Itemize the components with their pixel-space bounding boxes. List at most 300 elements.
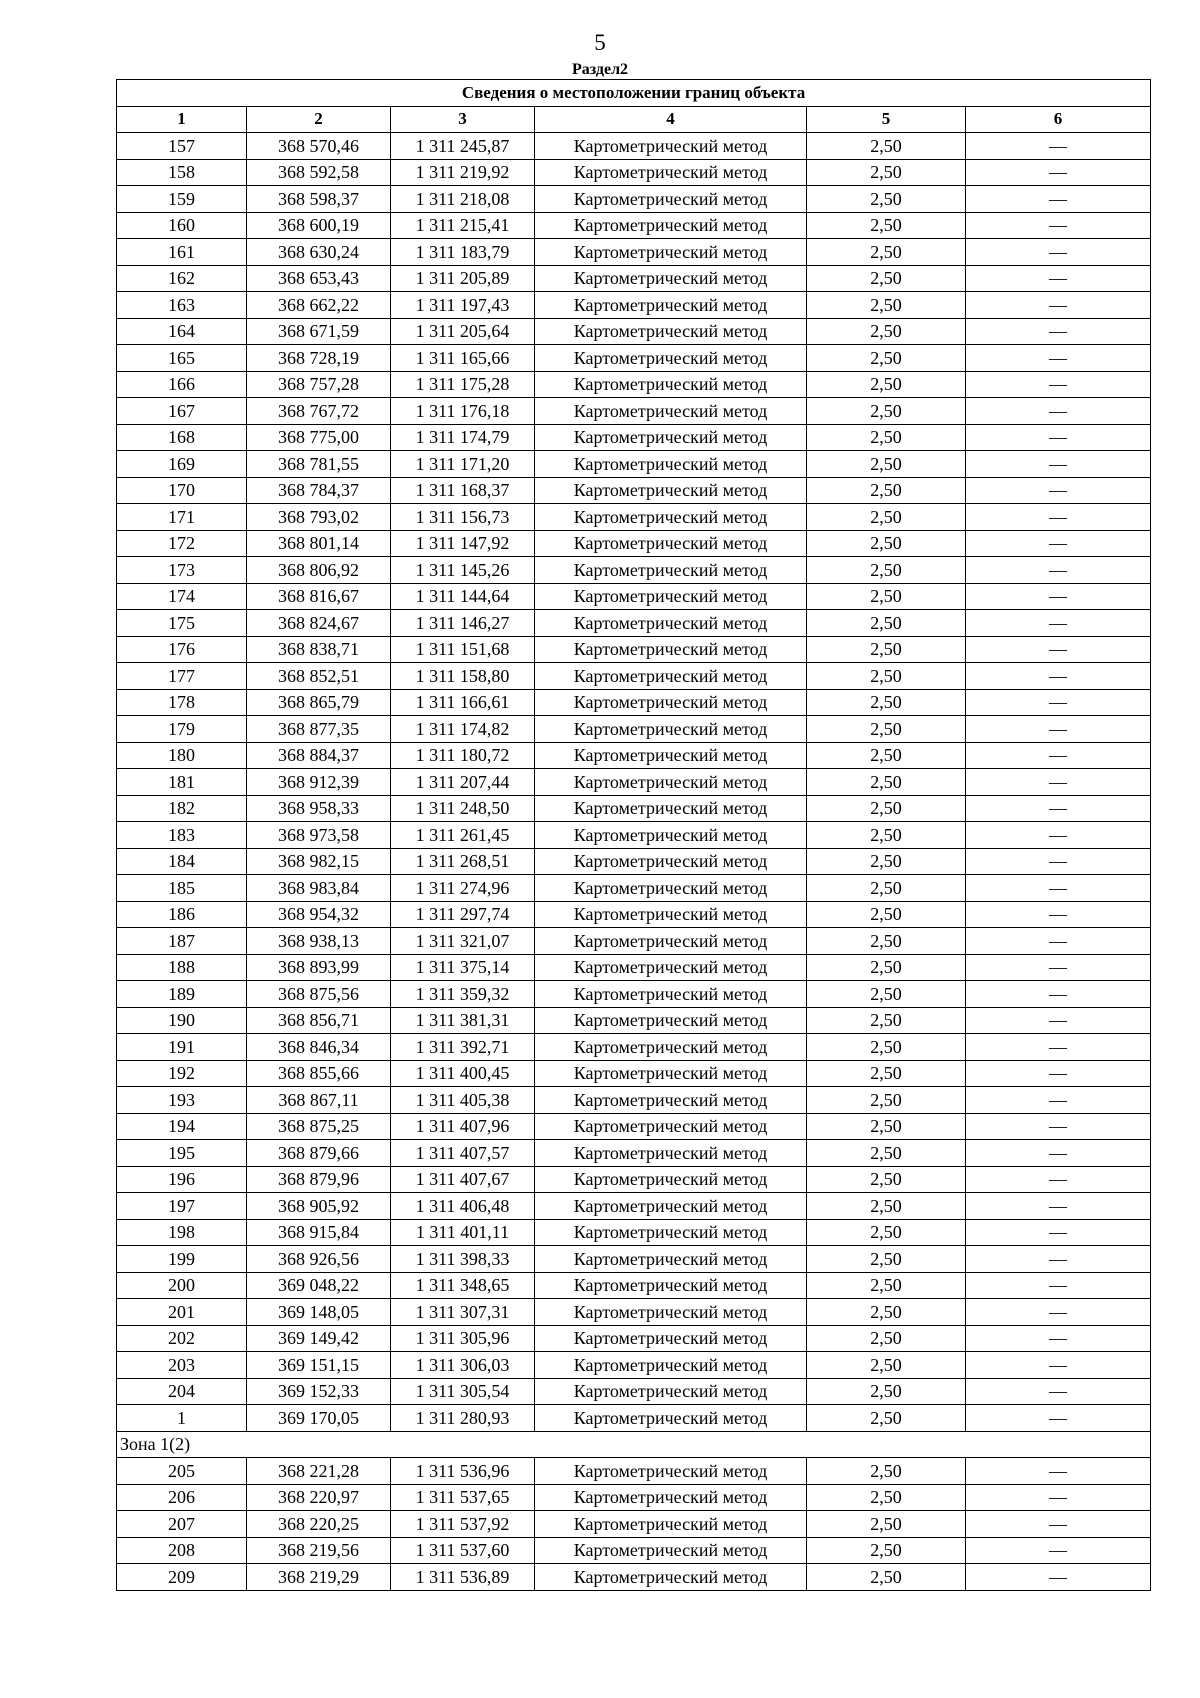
x-coordinate-cell: 368 570,46	[247, 133, 391, 160]
point-number-cell: 177	[117, 663, 247, 690]
note-cell: —	[966, 1458, 1151, 1485]
method-cell: Картометрический метод	[535, 1564, 807, 1591]
point-number-cell: 184	[117, 848, 247, 875]
x-coordinate-cell: 368 879,96	[247, 1166, 391, 1193]
method-cell: Картометрический метод	[535, 239, 807, 266]
table-caption: Сведения о местоположении границ объекта	[117, 80, 1151, 107]
point-number-cell: 167	[117, 398, 247, 425]
x-coordinate-cell: 369 149,42	[247, 1325, 391, 1352]
note-cell: —	[966, 901, 1151, 928]
method-cell: Картометрический метод	[535, 1272, 807, 1299]
x-coordinate-cell: 368 219,29	[247, 1564, 391, 1591]
boundary-coordinates-table	[116, 79, 1151, 1591]
method-cell: Картометрический метод	[535, 371, 807, 398]
table-row	[117, 875, 1151, 902]
table-row	[117, 186, 1151, 213]
x-coordinate-cell: 368 801,14	[247, 530, 391, 557]
y-coordinate-cell: 1 311 537,60	[391, 1537, 535, 1564]
point-number-cell: 189	[117, 981, 247, 1008]
y-coordinate-cell: 1 311 401,11	[391, 1219, 535, 1246]
method-cell: Картометрический метод	[535, 133, 807, 160]
method-cell: Картометрический метод	[535, 477, 807, 504]
y-coordinate-cell: 1 311 305,54	[391, 1378, 535, 1405]
method-cell: Картометрический метод	[535, 716, 807, 743]
accuracy-cell: 2,50	[807, 1299, 966, 1326]
method-cell: Картометрический метод	[535, 1325, 807, 1352]
table-row	[117, 557, 1151, 584]
x-coordinate-cell: 368 915,84	[247, 1219, 391, 1246]
accuracy-cell: 2,50	[807, 477, 966, 504]
y-coordinate-cell: 1 311 176,18	[391, 398, 535, 425]
method-cell: Картометрический метод	[535, 848, 807, 875]
x-coordinate-cell: 368 824,67	[247, 610, 391, 637]
point-number-cell: 166	[117, 371, 247, 398]
y-coordinate-cell: 1 311 381,31	[391, 1007, 535, 1034]
x-coordinate-cell: 368 816,67	[247, 583, 391, 610]
note-cell: —	[966, 928, 1151, 955]
table-row	[117, 1537, 1151, 1564]
note-cell: —	[966, 1219, 1151, 1246]
method-cell: Картометрический метод	[535, 901, 807, 928]
accuracy-cell: 2,50	[807, 928, 966, 955]
x-coordinate-cell: 369 151,15	[247, 1352, 391, 1379]
y-coordinate-cell: 1 311 219,92	[391, 159, 535, 186]
point-number-cell: 192	[117, 1060, 247, 1087]
note-cell: —	[966, 1537, 1151, 1564]
point-number-cell: 201	[117, 1299, 247, 1326]
y-coordinate-cell: 1 311 407,96	[391, 1113, 535, 1140]
accuracy-cell: 2,50	[807, 1352, 966, 1379]
table-row	[117, 292, 1151, 319]
note-cell: —	[966, 424, 1151, 451]
point-number-cell: 158	[117, 159, 247, 186]
x-coordinate-cell: 368 855,66	[247, 1060, 391, 1087]
method-cell: Картометрический метод	[535, 1405, 807, 1432]
y-coordinate-cell: 1 311 205,64	[391, 318, 535, 345]
y-coordinate-cell: 1 311 180,72	[391, 742, 535, 769]
y-coordinate-cell: 1 311 321,07	[391, 928, 535, 955]
accuracy-cell: 2,50	[807, 1378, 966, 1405]
table-row	[117, 663, 1151, 690]
y-coordinate-cell: 1 311 158,80	[391, 663, 535, 690]
x-coordinate-cell: 369 170,05	[247, 1405, 391, 1432]
table-row	[117, 133, 1151, 160]
method-cell: Картометрический метод	[535, 875, 807, 902]
accuracy-cell: 2,50	[807, 1166, 966, 1193]
point-number-cell: 185	[117, 875, 247, 902]
accuracy-cell: 2,50	[807, 1034, 966, 1061]
accuracy-cell: 2,50	[807, 901, 966, 928]
table-row	[117, 901, 1151, 928]
point-number-cell: 197	[117, 1193, 247, 1220]
accuracy-cell: 2,50	[807, 848, 966, 875]
y-coordinate-cell: 1 311 171,20	[391, 451, 535, 478]
table-row	[117, 424, 1151, 451]
point-number-cell: 1	[117, 1405, 247, 1432]
method-cell: Картометрический метод	[535, 1007, 807, 1034]
table-row	[117, 1140, 1151, 1167]
y-coordinate-cell: 1 311 168,37	[391, 477, 535, 504]
y-coordinate-cell: 1 311 218,08	[391, 186, 535, 213]
note-cell: —	[966, 636, 1151, 663]
point-number-cell: 187	[117, 928, 247, 955]
y-coordinate-cell: 1 311 156,73	[391, 504, 535, 531]
accuracy-cell: 2,50	[807, 1140, 966, 1167]
method-cell: Картометрический метод	[535, 1299, 807, 1326]
accuracy-cell: 2,50	[807, 504, 966, 531]
table-row	[117, 742, 1151, 769]
y-coordinate-cell: 1 311 407,67	[391, 1166, 535, 1193]
note-cell: —	[966, 742, 1151, 769]
y-coordinate-cell: 1 311 359,32	[391, 981, 535, 1008]
table-row	[117, 689, 1151, 716]
table-row	[117, 769, 1151, 796]
point-number-cell: 188	[117, 954, 247, 981]
method-cell: Картометрический метод	[535, 769, 807, 796]
point-number-cell: 170	[117, 477, 247, 504]
accuracy-cell: 2,50	[807, 1564, 966, 1591]
method-cell: Картометрический метод	[535, 742, 807, 769]
method-cell: Картометрический метод	[535, 1219, 807, 1246]
point-number-cell: 190	[117, 1007, 247, 1034]
table-row	[117, 1193, 1151, 1220]
note-cell: —	[966, 371, 1151, 398]
table-row	[117, 1325, 1151, 1352]
note-cell: —	[966, 1034, 1151, 1061]
method-cell: Картометрический метод	[535, 504, 807, 531]
method-cell: Картометрический метод	[535, 689, 807, 716]
x-coordinate-cell: 368 784,37	[247, 477, 391, 504]
y-coordinate-cell: 1 311 274,96	[391, 875, 535, 902]
note-cell: —	[966, 1299, 1151, 1326]
y-coordinate-cell: 1 311 537,65	[391, 1484, 535, 1511]
point-number-cell: 163	[117, 292, 247, 319]
accuracy-cell: 2,50	[807, 1458, 966, 1485]
method-cell: Картометрический метод	[535, 1034, 807, 1061]
accuracy-cell: 2,50	[807, 1060, 966, 1087]
x-coordinate-cell: 368 973,58	[247, 822, 391, 849]
note-cell: —	[966, 981, 1151, 1008]
note-cell: —	[966, 1246, 1151, 1273]
note-cell: —	[966, 1007, 1151, 1034]
page-number: 5	[594, 30, 606, 55]
x-coordinate-cell: 368 600,19	[247, 212, 391, 239]
method-cell: Картометрический метод	[535, 265, 807, 292]
x-coordinate-cell: 368 938,13	[247, 928, 391, 955]
table-row	[117, 822, 1151, 849]
x-coordinate-cell: 368 875,25	[247, 1113, 391, 1140]
note-cell: —	[966, 875, 1151, 902]
accuracy-cell: 2,50	[807, 1193, 966, 1220]
method-cell: Картометрический метод	[535, 928, 807, 955]
point-number-cell: 196	[117, 1166, 247, 1193]
note-cell: —	[966, 186, 1151, 213]
point-number-cell: 193	[117, 1087, 247, 1114]
point-number-cell: 191	[117, 1034, 247, 1061]
accuracy-cell: 2,50	[807, 1219, 966, 1246]
accuracy-cell: 2,50	[807, 398, 966, 425]
y-coordinate-cell: 1 311 280,93	[391, 1405, 535, 1432]
note-cell: —	[966, 1378, 1151, 1405]
x-coordinate-cell: 368 884,37	[247, 742, 391, 769]
x-coordinate-cell: 368 954,32	[247, 901, 391, 928]
method-cell: Картометрический метод	[535, 530, 807, 557]
table-row	[117, 1299, 1151, 1326]
x-coordinate-cell: 368 912,39	[247, 769, 391, 796]
y-coordinate-cell: 1 311 145,26	[391, 557, 535, 584]
table-row	[117, 1272, 1151, 1299]
point-number-cell: 182	[117, 795, 247, 822]
method-cell: Картометрический метод	[535, 1537, 807, 1564]
y-coordinate-cell: 1 311 197,43	[391, 292, 535, 319]
method-cell: Картометрический метод	[535, 822, 807, 849]
note-cell: —	[966, 398, 1151, 425]
x-coordinate-cell: 368 958,33	[247, 795, 391, 822]
x-coordinate-cell: 368 220,97	[247, 1484, 391, 1511]
x-coordinate-cell: 368 926,56	[247, 1246, 391, 1273]
table-row	[117, 345, 1151, 372]
x-coordinate-cell: 368 867,11	[247, 1087, 391, 1114]
table-row	[117, 1166, 1151, 1193]
note-cell: —	[966, 689, 1151, 716]
y-coordinate-cell: 1 311 305,96	[391, 1325, 535, 1352]
y-coordinate-cell: 1 311 536,89	[391, 1564, 535, 1591]
method-cell: Картометрический метод	[535, 636, 807, 663]
note-cell: —	[966, 769, 1151, 796]
method-cell: Картометрический метод	[535, 398, 807, 425]
note-cell: —	[966, 239, 1151, 266]
point-number-cell: 200	[117, 1272, 247, 1299]
y-coordinate-cell: 1 311 144,64	[391, 583, 535, 610]
point-number-cell: 207	[117, 1511, 247, 1538]
x-coordinate-cell: 368 852,51	[247, 663, 391, 690]
note-cell: —	[966, 530, 1151, 557]
accuracy-cell: 2,50	[807, 451, 966, 478]
accuracy-cell: 2,50	[807, 1007, 966, 1034]
x-coordinate-cell: 368 653,43	[247, 265, 391, 292]
table-row	[117, 239, 1151, 266]
x-coordinate-cell: 368 905,92	[247, 1193, 391, 1220]
table-row	[117, 159, 1151, 186]
note-cell: —	[966, 954, 1151, 981]
method-cell: Картометрический метод	[535, 583, 807, 610]
method-cell: Картометрический метод	[535, 663, 807, 690]
table-row	[117, 477, 1151, 504]
x-coordinate-cell: 369 148,05	[247, 1299, 391, 1326]
x-coordinate-cell: 368 221,28	[247, 1458, 391, 1485]
method-cell: Картометрический метод	[535, 1060, 807, 1087]
x-coordinate-cell: 368 781,55	[247, 451, 391, 478]
point-number-cell: 173	[117, 557, 247, 584]
point-number-cell: 181	[117, 769, 247, 796]
y-coordinate-cell: 1 311 536,96	[391, 1458, 535, 1485]
table-row	[117, 1405, 1151, 1432]
point-number-cell: 165	[117, 345, 247, 372]
note-cell: —	[966, 1405, 1151, 1432]
table-row	[117, 1246, 1151, 1273]
y-coordinate-cell: 1 311 405,38	[391, 1087, 535, 1114]
note-cell: —	[966, 345, 1151, 372]
note-cell: —	[966, 212, 1151, 239]
table-row	[117, 1087, 1151, 1114]
note-cell: —	[966, 1484, 1151, 1511]
y-coordinate-cell: 1 311 406,48	[391, 1193, 535, 1220]
method-cell: Картометрический метод	[535, 1193, 807, 1220]
table-row	[117, 1564, 1151, 1591]
x-coordinate-cell: 369 152,33	[247, 1378, 391, 1405]
table-row	[117, 1511, 1151, 1538]
y-coordinate-cell: 1 311 297,74	[391, 901, 535, 928]
note-cell: —	[966, 716, 1151, 743]
x-coordinate-cell: 368 983,84	[247, 875, 391, 902]
accuracy-cell: 2,50	[807, 345, 966, 372]
method-cell: Картометрический метод	[535, 1113, 807, 1140]
table-row	[117, 848, 1151, 875]
table-row	[117, 398, 1151, 425]
point-number-cell: 183	[117, 822, 247, 849]
y-coordinate-cell: 1 311 248,50	[391, 795, 535, 822]
note-cell: —	[966, 1352, 1151, 1379]
point-number-cell: 180	[117, 742, 247, 769]
x-coordinate-cell: 369 048,22	[247, 1272, 391, 1299]
table-body	[117, 133, 1151, 1591]
x-coordinate-cell: 368 767,72	[247, 398, 391, 425]
note-cell: —	[966, 1325, 1151, 1352]
x-coordinate-cell: 368 598,37	[247, 186, 391, 213]
y-coordinate-cell: 1 311 174,79	[391, 424, 535, 451]
point-number-cell: 161	[117, 239, 247, 266]
column-number: 1	[117, 106, 247, 133]
accuracy-cell: 2,50	[807, 769, 966, 796]
accuracy-cell: 2,50	[807, 265, 966, 292]
note-cell: —	[966, 1166, 1151, 1193]
table-row	[117, 530, 1151, 557]
method-cell: Картометрический метод	[535, 159, 807, 186]
accuracy-cell: 2,50	[807, 1405, 966, 1432]
accuracy-cell: 2,50	[807, 371, 966, 398]
table-row	[117, 318, 1151, 345]
accuracy-cell: 2,50	[807, 663, 966, 690]
point-number-cell: 176	[117, 636, 247, 663]
method-cell: Картометрический метод	[535, 424, 807, 451]
point-number-cell: 164	[117, 318, 247, 345]
zone-row	[117, 1431, 1151, 1458]
table-row	[117, 583, 1151, 610]
table-row	[117, 954, 1151, 981]
accuracy-cell: 2,50	[807, 1484, 966, 1511]
section-title: Раздел2	[571, 61, 629, 78]
table-row	[117, 451, 1151, 478]
accuracy-cell: 2,50	[807, 689, 966, 716]
zone-label: Зона 1(2)	[117, 1431, 1151, 1458]
method-cell: Картометрический метод	[535, 1484, 807, 1511]
point-number-cell: 202	[117, 1325, 247, 1352]
accuracy-cell: 2,50	[807, 557, 966, 584]
table-row	[117, 928, 1151, 955]
y-coordinate-cell: 1 311 306,03	[391, 1352, 535, 1379]
point-number-cell: 205	[117, 1458, 247, 1485]
point-number-cell: 174	[117, 583, 247, 610]
point-number-cell: 162	[117, 265, 247, 292]
note-cell: —	[966, 663, 1151, 690]
note-cell: —	[966, 159, 1151, 186]
x-coordinate-cell: 368 865,79	[247, 689, 391, 716]
table-row	[117, 610, 1151, 637]
point-number-cell: 199	[117, 1246, 247, 1273]
method-cell: Картометрический метод	[535, 954, 807, 981]
note-cell: —	[966, 557, 1151, 584]
x-coordinate-cell: 368 856,71	[247, 1007, 391, 1034]
y-coordinate-cell: 1 311 183,79	[391, 239, 535, 266]
method-cell: Картометрический метод	[535, 186, 807, 213]
point-number-cell: 209	[117, 1564, 247, 1591]
table-row	[117, 1113, 1151, 1140]
method-cell: Картометрический метод	[535, 981, 807, 1008]
accuracy-cell: 2,50	[807, 610, 966, 637]
method-cell: Картометрический метод	[535, 451, 807, 478]
note-cell: —	[966, 1511, 1151, 1538]
accuracy-cell: 2,50	[807, 1272, 966, 1299]
table-row	[117, 1034, 1151, 1061]
x-coordinate-cell: 368 838,71	[247, 636, 391, 663]
accuracy-cell: 2,50	[807, 186, 966, 213]
note-cell: —	[966, 1193, 1151, 1220]
accuracy-cell: 2,50	[807, 716, 966, 743]
x-coordinate-cell: 368 806,92	[247, 557, 391, 584]
x-coordinate-cell: 368 630,24	[247, 239, 391, 266]
accuracy-cell: 2,50	[807, 239, 966, 266]
method-cell: Картометрический метод	[535, 1166, 807, 1193]
note-cell: —	[966, 318, 1151, 345]
x-coordinate-cell: 368 982,15	[247, 848, 391, 875]
method-cell: Картометрический метод	[535, 292, 807, 319]
method-cell: Картометрический метод	[535, 1087, 807, 1114]
y-coordinate-cell: 1 311 174,82	[391, 716, 535, 743]
table-row	[117, 1219, 1151, 1246]
note-cell: —	[966, 1564, 1151, 1591]
table-row	[117, 1484, 1151, 1511]
y-coordinate-cell: 1 311 537,92	[391, 1511, 535, 1538]
method-cell: Картометрический метод	[535, 1458, 807, 1485]
y-coordinate-cell: 1 311 147,92	[391, 530, 535, 557]
table-row	[117, 795, 1151, 822]
point-number-cell: 194	[117, 1113, 247, 1140]
x-coordinate-cell: 368 671,59	[247, 318, 391, 345]
x-coordinate-cell: 368 219,56	[247, 1537, 391, 1564]
point-number-cell: 171	[117, 504, 247, 531]
note-cell: —	[966, 1113, 1151, 1140]
y-coordinate-cell: 1 311 165,66	[391, 345, 535, 372]
x-coordinate-cell: 368 775,00	[247, 424, 391, 451]
accuracy-cell: 2,50	[807, 742, 966, 769]
note-cell: —	[966, 292, 1151, 319]
point-number-cell: 179	[117, 716, 247, 743]
y-coordinate-cell: 1 311 245,87	[391, 133, 535, 160]
table-row	[117, 265, 1151, 292]
accuracy-cell: 2,50	[807, 212, 966, 239]
y-coordinate-cell: 1 311 166,61	[391, 689, 535, 716]
y-coordinate-cell: 1 311 375,14	[391, 954, 535, 981]
point-number-cell: 169	[117, 451, 247, 478]
note-cell: —	[966, 133, 1151, 160]
y-coordinate-cell: 1 311 398,33	[391, 1246, 535, 1273]
column-number-row	[117, 106, 1151, 133]
y-coordinate-cell: 1 311 205,89	[391, 265, 535, 292]
note-cell: —	[966, 610, 1151, 637]
column-number: 2	[247, 106, 391, 133]
note-cell: —	[966, 265, 1151, 292]
table-row	[117, 1060, 1151, 1087]
